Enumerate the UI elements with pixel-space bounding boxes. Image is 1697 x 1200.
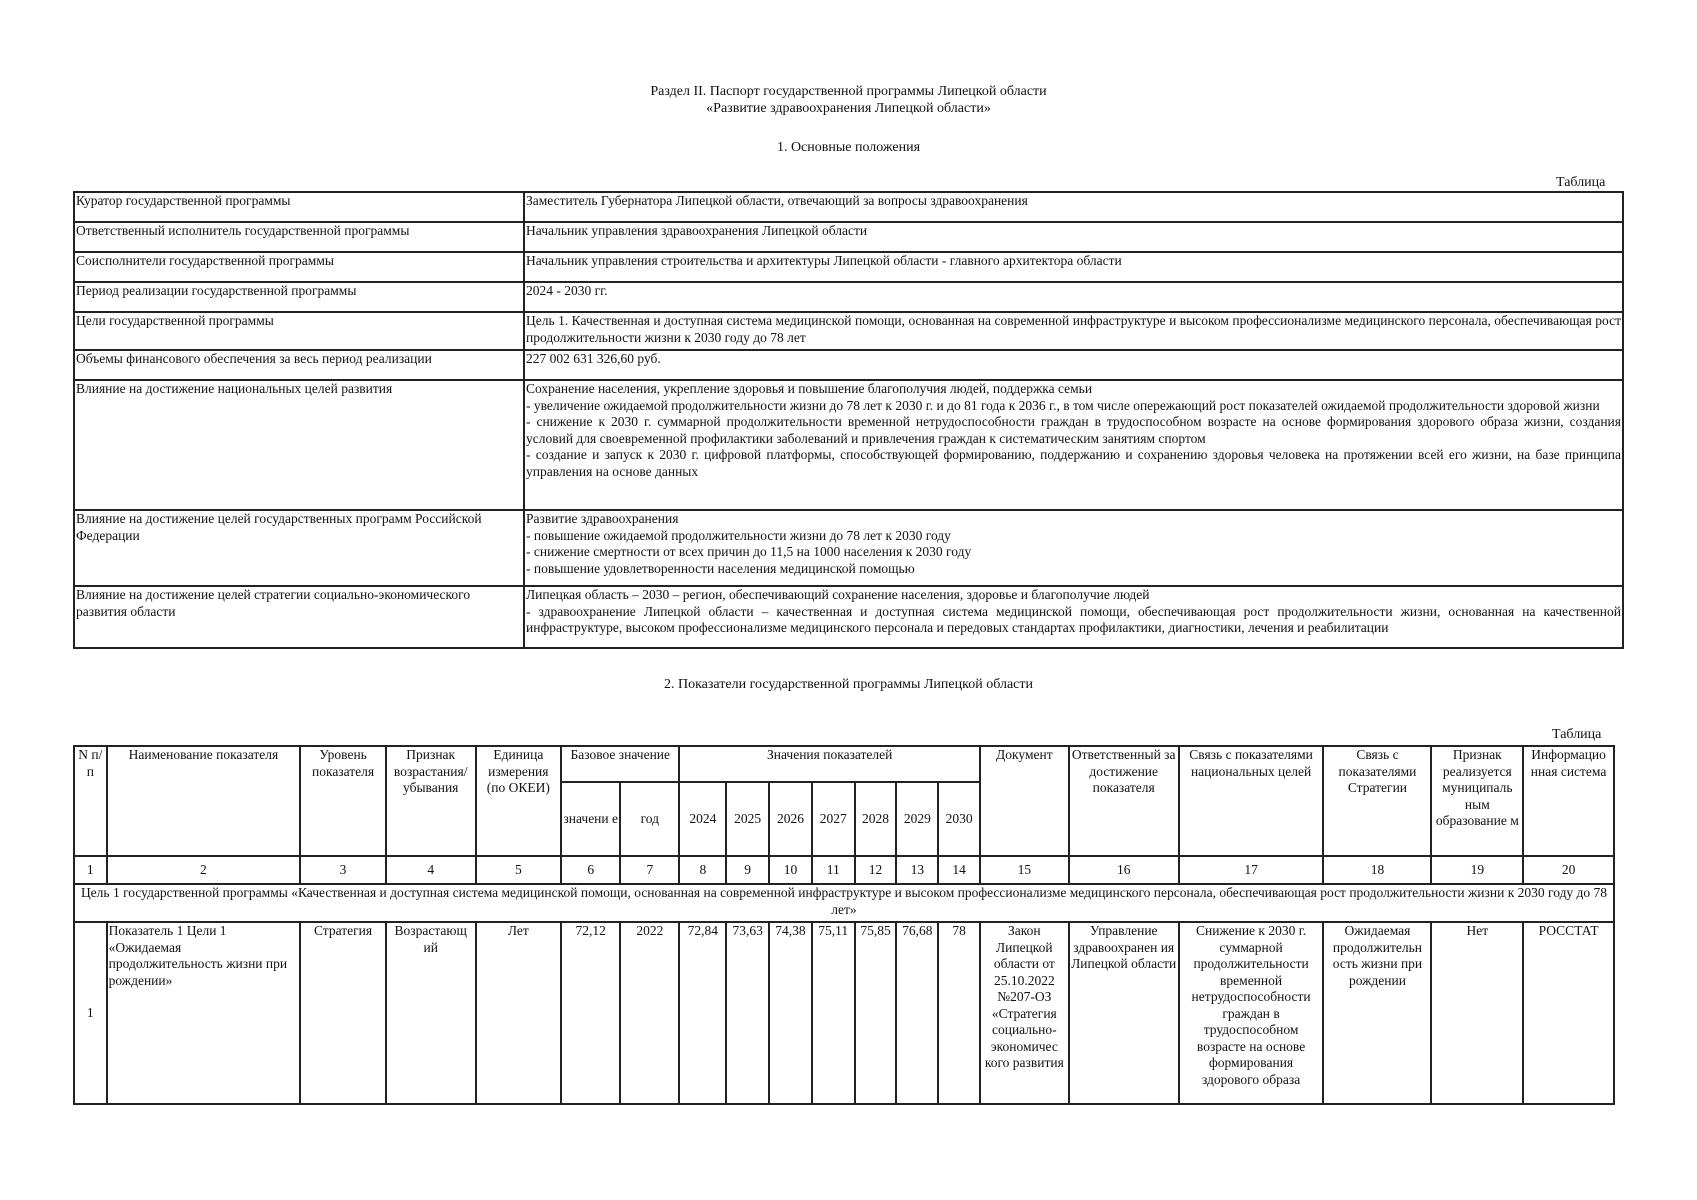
- passport-row-value: [524, 380, 1623, 510]
- goal-row: Цель 1 государственной программы «Качественная и доступная система медицинской помощи, основанная на современной инфраструктуре и высоком профессионализме медицинского персонала, обеспечивающая рост продолжительности жизни к 2030 году до 78 лет»: [74, 884, 1614, 922]
- indicator-value: 72,84: [679, 922, 726, 1104]
- passport-row-value: [524, 222, 1623, 252]
- header-year: 2027: [812, 782, 855, 856]
- header-year: 2028: [855, 782, 897, 856]
- passport-value-line: Липецкая область – 2030 – регион, обеспечивающий сохранение населения, здоровье и благополучие людей: [526, 587, 1150, 602]
- passport-row-label: Объемы финансового обеспечения за весь период реализации: [74, 350, 524, 380]
- column-number: 12: [855, 856, 897, 884]
- header-unit: Единица измерения (по ОКЕИ): [476, 746, 562, 856]
- table1-label: Таблица: [1556, 175, 1606, 190]
- header-base-value: значени е: [561, 782, 620, 856]
- column-number: 9: [726, 856, 769, 884]
- column-number: 5: [476, 856, 562, 884]
- passport-row-label: Куратор государственной программы: [74, 192, 524, 222]
- passport-row-value: [524, 252, 1623, 282]
- header-strat: Связь с показателями Стратегии: [1323, 746, 1431, 856]
- indicator-natl: Снижение к 2030 г. суммарной продолжительности временной нетрудоспособности граждан в трудоспособном возрасте на основе формирования здорового образа: [1179, 922, 1324, 1104]
- passport-row-value: [524, 586, 1623, 648]
- header-year: 2026: [769, 782, 812, 856]
- header-year: 2025: [726, 782, 769, 856]
- indicators-table: [73, 745, 1615, 1105]
- header-name: Наименование показателя: [107, 746, 301, 856]
- header-natl: Связь с показателями национальных целей: [1179, 746, 1324, 856]
- passport-value-line: Цель 1. Качественная и доступная система медицинской помощи, основанная на современной инфраструктуре и высоком профессионализме медицинского персонала, обеспечивающая рост продолжительности жизни к 2030 году до 78 лет: [526, 313, 1621, 345]
- indicator-resp: Управление здравоохранен ия Липецкой области: [1069, 922, 1179, 1104]
- header-level: Уровень показателя: [300, 746, 386, 856]
- passport-row-value: [524, 510, 1623, 586]
- passport-row: [74, 192, 1623, 222]
- column-number: 19: [1431, 856, 1523, 884]
- column-number: 6: [561, 856, 620, 884]
- header-doc: Документ: [980, 746, 1069, 856]
- passport-value-line: Заместитель Губернатора Липецкой области, отвечающий за вопросы здравоохранения: [526, 193, 1028, 208]
- passport-row: [74, 222, 1623, 252]
- column-number: 18: [1323, 856, 1431, 884]
- passport-row-value: [524, 312, 1623, 350]
- header-year: 2030: [938, 782, 980, 856]
- column-number: 3: [300, 856, 386, 884]
- section1-title: 1. Основные положения: [776, 140, 921, 155]
- passport-row-label: Влияние на достижение целей стратегии социально-экономического развития области: [74, 586, 524, 648]
- passport-row-label: Период реализации государственной программы: [74, 282, 524, 312]
- indicator-value: 74,38: [769, 922, 812, 1104]
- header-sign: Признак возрастания/ убывания: [386, 746, 476, 856]
- indicator-value: 75,11: [812, 922, 855, 1104]
- indicator-name: Показатель 1 Цели 1 «Ожидаемая продолжительность жизни при рождении»: [107, 922, 301, 1104]
- passport-value-line: 227 002 631 326,60 руб.: [526, 351, 661, 366]
- passport-row: [74, 350, 1623, 380]
- passport-row-label: Влияние на достижение целей государственных программ Российской Федерации: [74, 510, 524, 586]
- column-number: 16: [1069, 856, 1179, 884]
- passport-row: [74, 312, 1623, 350]
- indicator-sign: Возрастающ ий: [386, 922, 476, 1104]
- header-year: 2029: [896, 782, 938, 856]
- header-year: 2024: [679, 782, 726, 856]
- passport-row-label: Соисполнители государственной программы: [74, 252, 524, 282]
- column-number: 1: [74, 856, 107, 884]
- passport-value-line: - здравоохранение Липецкой области – качественная и доступная система медицинской помощи, обеспечивающая рост продолжительности жизни, основанная на качественной инфраструктуре, высоком профессионализме медицинского персонала и передовых стандартах профилактики, диагностики, лечения и реабилитации: [526, 603, 1621, 635]
- indicator-level: Стратегия: [300, 922, 386, 1104]
- passport-table: [73, 191, 1624, 649]
- passport-row-label: Ответственный исполнитель государственной программы: [74, 222, 524, 252]
- column-number: 15: [980, 856, 1069, 884]
- passport-value-line: - повышение ожидаемой продолжительности жизни до 78 лет к 2030 году: [526, 527, 951, 543]
- column-number: 17: [1179, 856, 1324, 884]
- column-number: 20: [1523, 856, 1614, 884]
- column-number: 2: [107, 856, 301, 884]
- header-resp: Ответственный за достижение показателя: [1069, 746, 1179, 856]
- indicator-n: 1: [74, 922, 107, 1104]
- document-title-line1: Раздел II. Паспорт государственной программы Липецкой области: [650, 84, 1047, 99]
- document-title-line2: «Развитие здравоохранения Липецкой области»: [706, 101, 991, 116]
- column-number: 4: [386, 856, 476, 884]
- passport-row-label: Цели государственной программы: [74, 312, 524, 350]
- passport-value-line: - повышение удовлетворенности населения медицинской помощью: [526, 560, 915, 576]
- indicator-doc: Закон Липецкой области от 25.10.2022 №207-ОЗ «Стратегия социально-экономичес кого развития: [980, 922, 1069, 1104]
- passport-row: [74, 380, 1623, 510]
- passport-value-line: 2024 - 2030 гг.: [526, 283, 608, 298]
- column-number: 7: [620, 856, 679, 884]
- passport-row-value: [524, 350, 1623, 380]
- column-number: 11: [812, 856, 855, 884]
- indicator-base-value: 72,12: [561, 922, 620, 1104]
- indicator-base-year: 2022: [620, 922, 679, 1104]
- passport-value-line: Начальник управления строительства и архитектуры Липецкой области - главного архитектора области: [526, 253, 1122, 268]
- passport-row-value: [524, 192, 1623, 222]
- passport-value-line: - снижение смертности от всех причин до 11,5 на 1000 населения к 2030 году: [526, 544, 972, 559]
- passport-row: [74, 282, 1623, 312]
- passport-row-value: [524, 282, 1623, 312]
- header-info: Информацио нная система: [1523, 746, 1614, 856]
- passport-row: [74, 586, 1623, 648]
- indicator-value: 75,85: [855, 922, 897, 1104]
- indicator-info: РОССТАТ: [1523, 922, 1614, 1104]
- indicator-row: [74, 922, 1614, 1104]
- passport-row-label: Влияние на достижение национальных целей развития: [74, 380, 524, 510]
- passport-row: [74, 510, 1623, 586]
- indicator-value: 78: [938, 922, 980, 1104]
- passport-value-line: - снижение к 2030 г. суммарной продолжительности временной нетрудоспособности граждан в трудоспособном возрасте на основе формирования здорового образа жизни, создания условий для своевременной профилактики заболеваний и привлечения граждан к систематическим занятиям спортом: [526, 414, 1621, 446]
- header-values: Значения показателей: [679, 746, 980, 782]
- header-n: N п/п: [74, 746, 107, 856]
- section2-title: 2. Показатели государственной программы Липецкой области: [663, 677, 1034, 692]
- header-base: Базовое значение: [561, 746, 679, 782]
- indicator-value: 73,63: [726, 922, 769, 1104]
- indicator-muni: Нет: [1431, 922, 1523, 1104]
- column-number: 10: [769, 856, 812, 884]
- indicator-strat: Ожидаемая продолжительн ость жизни при рождении: [1323, 922, 1431, 1104]
- column-number: 13: [896, 856, 938, 884]
- table2-label: Таблица: [1552, 727, 1602, 742]
- passport-row: [74, 252, 1623, 282]
- passport-value-line: - увеличение ожидаемой продолжительности жизни до 78 лет к 2030 г. и до 81 года к 2036 г., в том числе опережающий рост показателей ожидаемой продолжительности здоровой жизни: [526, 397, 1600, 413]
- passport-value-line: Сохранение населения, укрепление здоровья и повышение благополучия людей, поддержка семьи: [526, 381, 1093, 396]
- indicator-unit: Лет: [476, 922, 562, 1104]
- column-number: 14: [938, 856, 980, 884]
- passport-value-line: - создание и запуск к 2030 г. цифровой платформы, способствующей формированию, поддержанию и сохранению здоровья человека на протяжении всей его жизни, на базе принципа управления на основе данных: [526, 447, 1621, 479]
- header-base-year: год: [620, 782, 679, 856]
- header-muni: Признак реализуется муниципаль ным образование м: [1431, 746, 1523, 856]
- passport-value-line: Начальник управления здравоохранения Липецкой области: [526, 223, 868, 238]
- passport-value-line: Развитие здравоохранения: [526, 511, 679, 526]
- indicator-value: 76,68: [896, 922, 938, 1104]
- column-number: 8: [679, 856, 726, 884]
